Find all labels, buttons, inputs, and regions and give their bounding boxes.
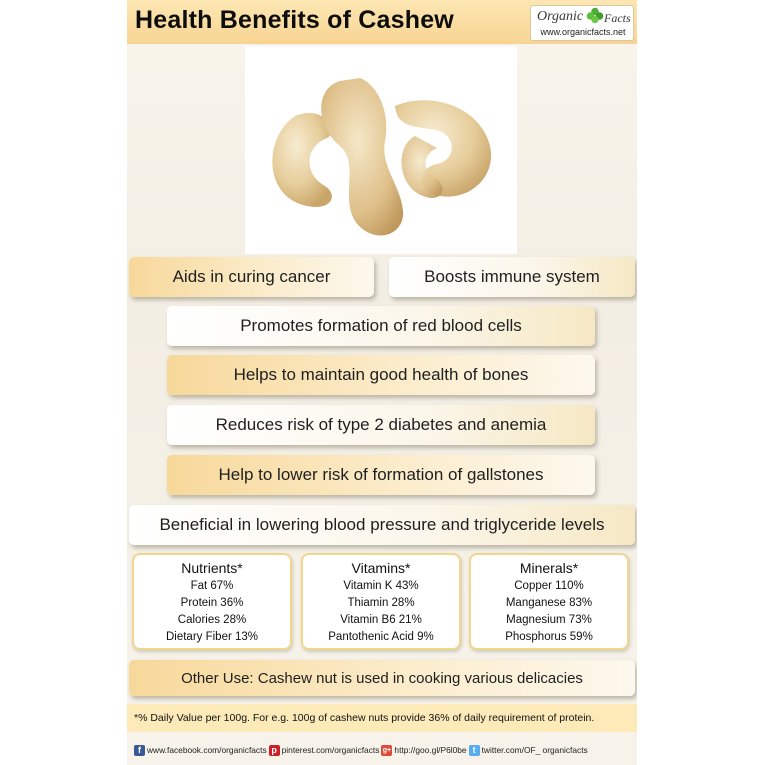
google-plus-link[interactable]: http://goo.gl/P6l0be — [394, 745, 467, 755]
benefit-diabetes-anemia: Reduces risk of type 2 diabetes and anemia — [167, 405, 595, 445]
header-banner — [127, 0, 637, 44]
twitter-link[interactable]: twitter.com/OF_ organicfacts — [481, 745, 588, 755]
benefit-boosts-immune-system: Boosts immune system — [389, 257, 635, 297]
clover-icon — [586, 7, 604, 25]
vitamin-item: Vitamin K 43% — [343, 580, 419, 592]
mineral-item: Magnesium 73% — [506, 614, 592, 626]
pinterest-icon: p — [269, 745, 280, 756]
infographic-poster — [127, 0, 637, 765]
vitamins-title: Vitamins* — [351, 560, 411, 576]
mineral-item: Phosphorus 59% — [505, 631, 593, 643]
vitamins-box — [301, 553, 461, 650]
nutrient-item: Fat 67% — [190, 580, 234, 592]
page-title: Health Benefits of Cashew — [135, 6, 454, 34]
logo-word-organic: Organic — [537, 9, 584, 24]
facebook-link[interactable]: www.facebook.com/organicfacts — [147, 745, 267, 755]
nutrient-item: Dietary Fiber 13% — [165, 631, 259, 643]
logo-word-facts: Facts — [604, 11, 631, 25]
daily-value-footnote: *% Daily Value per 100g. For e.g. 100g of cashew nuts provide 36% of daily requirement of protein. — [127, 704, 637, 732]
benefit-aids-curing-cancer: Aids in curing cancer — [129, 257, 374, 297]
nutrients-title: Nutrients* — [181, 560, 243, 576]
social-links-bar — [127, 740, 637, 760]
benefit-blood-pressure: Beneficial in lowering blood pressure and triglyceride levels — [129, 505, 635, 545]
twitter-icon: t — [469, 745, 480, 756]
minerals-title: Minerals* — [519, 560, 579, 576]
pinterest-link[interactable]: pinterest.com/organicfacts — [281, 745, 380, 755]
google-plus-icon: g+ — [382, 746, 392, 754]
cashew-nuts-photo — [245, 46, 517, 254]
benefit-red-blood-cells: Promotes formation of red blood cells — [167, 306, 595, 346]
other-use-banner: Other Use: Cashew nut is used in cooking various delicacies — [129, 660, 635, 696]
organic-facts-logo — [530, 5, 634, 41]
nutrient-item: Protein 36% — [180, 597, 244, 609]
vitamin-item: Vitamin B6 21% — [340, 614, 422, 626]
mineral-item: Copper 110% — [514, 580, 584, 592]
nutrients-box — [132, 553, 292, 650]
facebook-icon: f — [134, 745, 145, 756]
vitamin-item: Thiamin 28% — [347, 597, 415, 609]
mineral-item: Manganese 83% — [505, 597, 593, 609]
benefit-gallstones: Help to lower risk of formation of gallstones — [167, 455, 595, 495]
nutrient-item: Calories 28% — [177, 614, 247, 626]
logo-url: www.organicfacts.net — [540, 27, 626, 37]
vitamin-item: Pantothenic Acid 9% — [328, 631, 434, 643]
minerals-box — [469, 553, 629, 650]
benefit-bone-health: Helps to maintain good health of bones — [167, 355, 595, 395]
